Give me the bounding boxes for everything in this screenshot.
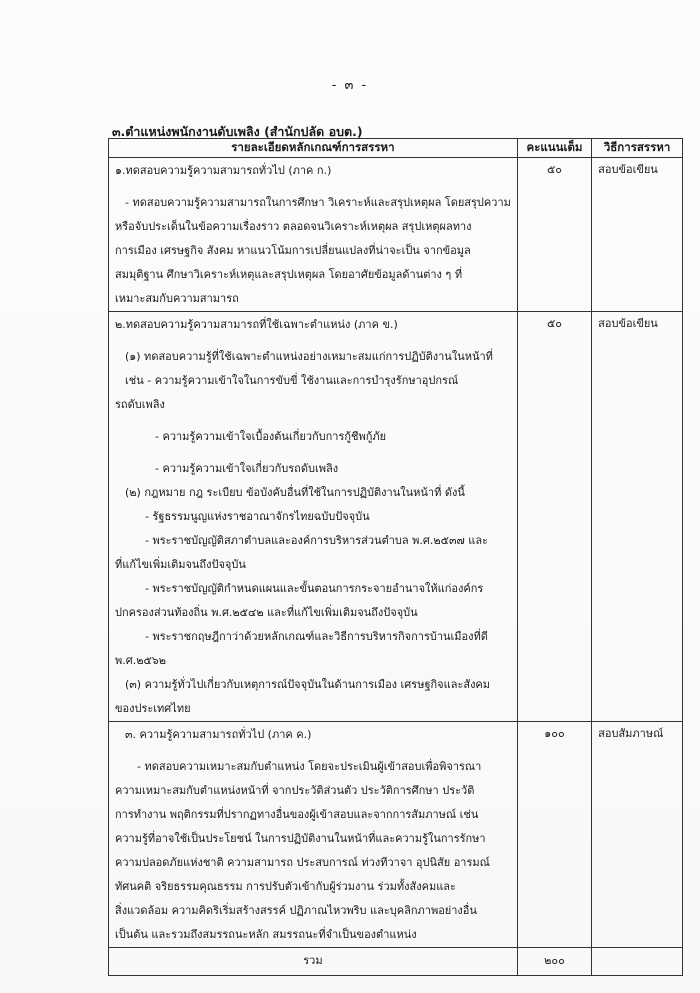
section-3-line: สิ่งแวดล้อม ความคิดริเริ่มสร้างสรรค์ ปฏิภาณไหวพริบ และบุคลิกภาพอย่างอื่น [115,904,477,917]
section-1-line: เหมาะสมกับความสามารถ [115,292,239,305]
section-2-line: ที่แก้ไขเพิ่มเติมจนถึงปัจจุบัน [115,558,246,571]
section-2-line: - พระราชบัญญัติสภาตำบลและองค์การบริหารส่วนตำบล พ.ศ.๒๕๓๗ และ [145,534,488,547]
section-heading: ๓.ตำแหน่งพนักงานดับเพลิง (สำนักปลัด อบต.) [112,124,363,139]
table-header-row [109,139,683,158]
section-2-method: สอบข้อเขียน [592,312,683,722]
section-2-line: - พระราชบัญญัติกำหนดแผนและขั้นตอนการกระจายอำนาจให้แก่องค์กร [145,582,484,595]
section-3-line: ความรู้ที่อาจใช้เป็นประโยชน์ ในการปฏิบัติงานในหน้าที่และความรู้ในการรักษา [115,832,486,845]
section-3-line: การทำงาน พฤติกรรมที่ปรากฏทางอื่นของผู้เข้าสอบและจากการสัมภาษณ์ เช่น [115,808,479,821]
section-2-line: - ความรู้ความเข้าใจเกี่ยวกับรถดับเพลิง [155,462,339,475]
section-2-line: ของประเทศไทย [115,702,191,715]
section-1-title: ๑.ทดสอบความรู้ความสามารถทั่วไป (ภาค ก.) [115,164,332,177]
page-number: - ๓ - [331,78,369,93]
section-2-line: (๓) ความรู้ทั่วไปเกี่ยวกับเหตุการณ์ปัจจุบันในด้านการเมือง เศรษฐกิจและสังคม [125,678,491,691]
section-2-line: พ.ศ.๒๕๖๒ [115,654,167,667]
table-total-row [109,948,683,976]
table-row [109,158,683,312]
section-2-score: ๕๐ [517,312,591,722]
section-3-score: ๑๐๐ [517,722,591,948]
section-3-line: ความเหมาะสมกับตำแหน่งหน้าที่ จากประวัติส่วนตัว ประวัติการศึกษา ประวัติ [115,784,475,797]
section-3-line: ความปลอดภัยแห่งชาติ ความสามารถ ประสบการณ์ ท่วงทีวาจา อุปนิสัย อารมณ์ [115,856,490,869]
header-method: วิธีการสรรหา [592,139,683,158]
section-2-line: - ความรู้ความเข้าใจเบื้องต้นเกี่ยวกับการกู้ชีพกู้ภัย [155,430,387,443]
header-score: คะแนนเต็ม [517,139,591,158]
section-2-line: รถดับเพลิง [115,398,165,411]
section-3-line: - ทดสอบความเหมาะสมกับตำแหน่ง โดยจะประเมินผู้เข้าสอบเพื่อพิจารณา [137,760,482,773]
section-1-line: หรือจับประเด็นในข้อความเรื่องราว ตลอดจนวิเคราะห์เหตุผล สรุปเหตุผลทาง [115,220,472,233]
section-3-title: ๓. ความรู้ความสามารถทั่วไป (ภาค ค.) [125,728,312,741]
criteria-table [108,138,683,976]
table-row [109,312,683,722]
total-label: รวม [109,948,518,976]
section-1-detail [109,158,518,312]
header-detail: รายละเอียดหลักเกณฑ์การสรรหา [109,139,518,158]
section-3-detail [109,722,518,948]
section-2-line: เช่น - ความรู้ความเข้าใจในการขับขี่ ใช้งานและการบำรุงรักษาอุปกรณ์ [125,374,459,387]
section-1-method: สอบข้อเขียน [592,158,683,312]
section-2-line: - รัฐธรรมนูญแห่งราชอาณาจักรไทยฉบับปัจจุบัน [145,510,370,523]
section-1-score: ๕๐ [517,158,591,312]
section-1-line: สมมุติฐาน ศึกษาวิเคราะห์เหตุและสรุปเหตุผล โดยอาศัยข้อมูลด้านต่าง ๆ ที่ [115,268,463,281]
section-1-line: การเมือง เศรษฐกิจ สังคม หาแนวโน้มการเปลี่ยนแปลงที่น่าจะเป็น จากข้อมูล [115,244,471,257]
table-row [109,722,683,948]
section-3-line: ทัศนคติ จริยธรรมคุณธรรม การปรับตัวเข้ากับผู้ร่วมงาน ร่วมทั้งสังคมและ [115,880,456,893]
section-1-line: - ทดสอบความรู้ความสามารถในการศึกษา วิเคราะห์และสรุปเหตุผล โดยสรุปความ [125,196,511,209]
section-2-line: (๒) กฎหมาย กฎ ระเบียบ ข้อบังคับอื่นที่ใช้ในการปฏิบัติงานในหน้าที่ ดังนี้ [125,486,465,499]
section-2-line: ปกครองส่วนท้องถิ่น พ.ศ.๒๕๔๒ และที่แก้ไขเพิ่มเติมจนถึงปัจจุบัน [115,606,418,619]
section-2-title: ๒.ทดสอบความรู้ความสามารถที่ใช้เฉพาะตำแหน่ง (ภาค ข.) [115,318,398,331]
section-2-line: (๑) ทดสอบความรู้ที่ใช้เฉพาะตำแหน่งอย่างเหมาะสมแก่การปฏิบัติงานในหน้าที่ [125,350,493,363]
section-3-line: เป็นต้น และรวมถึงสมรรถนะหลัก สมรรถนะที่จำเป็นของตำแหน่ง [115,928,417,941]
section-2-detail [109,312,518,722]
total-score: ๒๐๐ [517,948,591,976]
section-2-line: - พระราชกฤษฎีกาว่าด้วยหลักเกณฑ์และวิธีการบริหารกิจการบ้านเมืองที่ดี [145,630,488,643]
section-3-method: สอบสัมภาษณ์ [592,722,683,948]
total-method [592,948,683,976]
